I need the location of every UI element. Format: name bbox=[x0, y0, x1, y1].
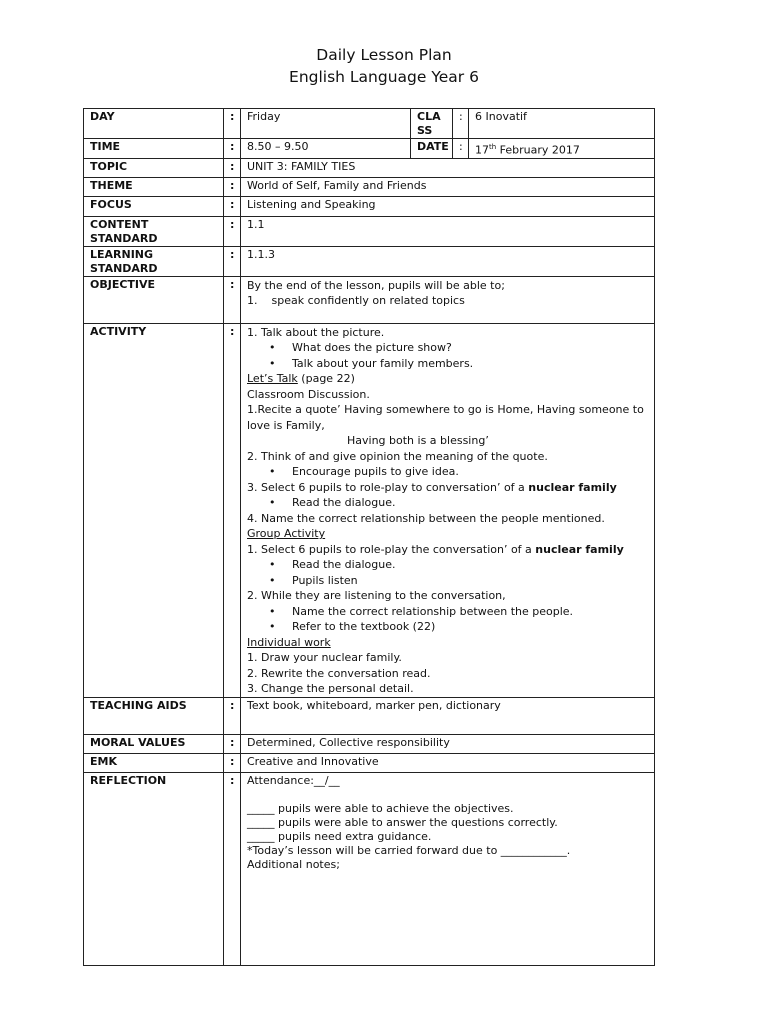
colon: : bbox=[224, 177, 241, 196]
colon: : bbox=[224, 216, 241, 246]
additional-notes: Additional notes; bbox=[247, 857, 340, 871]
row-content-standard bbox=[84, 216, 655, 246]
colon: : bbox=[224, 323, 241, 697]
topic-value: UNIT 3: FAMILY TIES bbox=[241, 158, 655, 177]
colon: : bbox=[224, 276, 241, 323]
group-activity-heading: Group Activity bbox=[247, 527, 326, 541]
page-subtitle: English Language Year 6 bbox=[289, 68, 479, 86]
date-label: DATE bbox=[411, 139, 453, 159]
bullet-item: • Name the correct relationship between the people. bbox=[247, 604, 648, 620]
colon: : bbox=[453, 139, 469, 159]
row-moral-values bbox=[84, 734, 655, 753]
objective-label: OBJECTIVE bbox=[84, 276, 224, 323]
activity-line: 3. Change the personal detail. bbox=[247, 682, 414, 696]
theme-value: World of Self, Family and Friends bbox=[241, 177, 655, 196]
colon: : bbox=[224, 139, 241, 159]
bullet-item: • Pupils listen bbox=[247, 573, 648, 589]
lets-talk-heading: Let’s Talk bbox=[247, 372, 298, 386]
colon: : bbox=[224, 158, 241, 177]
day-value: Friday bbox=[241, 109, 411, 139]
bullet-item: • What does the picture show? bbox=[247, 340, 648, 356]
moral-values-value: Determined, Collective responsibility bbox=[241, 734, 655, 753]
row-day bbox=[84, 109, 655, 139]
emk-label: EMK bbox=[84, 753, 224, 772]
individual-work-heading: Individual work bbox=[247, 635, 331, 649]
activity-line: 2. While they are listening to the conversation, bbox=[247, 589, 506, 603]
emk-value: Creative and Innovative bbox=[241, 753, 655, 772]
activity-line: 1. Select 6 pupils to role-play the conversation’ of a nuclear family bbox=[247, 542, 624, 556]
reflection-line: _____ pupils were able to achieve the objectives. bbox=[247, 801, 514, 815]
objective-intro: By the end of the lesson, pupils will be able to; bbox=[247, 278, 505, 292]
moral-values-label: MORAL VALUES bbox=[84, 734, 224, 753]
colon: : bbox=[453, 109, 469, 139]
activity-line: 1. Draw your nuclear family. bbox=[247, 651, 402, 665]
colon: : bbox=[224, 697, 241, 734]
activity-line: 1. Talk about the picture. bbox=[247, 325, 385, 339]
row-learning-standard bbox=[84, 246, 655, 276]
bullet-item: • Refer to the textbook (22) bbox=[247, 619, 648, 635]
activity-line: 3. Select 6 pupils to role-play to conversation’ of a nuclear family bbox=[247, 480, 617, 494]
bullet-item: • Talk about your family members. bbox=[247, 356, 648, 372]
day-label: DAY bbox=[84, 109, 224, 139]
reflection-line: *Today’s lesson will be carried forward due to ____________. bbox=[247, 843, 571, 857]
theme-label: THEME bbox=[84, 177, 224, 196]
colon: : bbox=[224, 196, 241, 216]
reflection-line: _____ pupils need extra guidance. bbox=[247, 829, 432, 843]
colon: : bbox=[224, 772, 241, 965]
lesson-plan-table bbox=[83, 108, 655, 966]
focus-label: FOCUS bbox=[84, 196, 224, 216]
activity-value bbox=[241, 323, 655, 697]
reflection-line: _____ pupils were able to answer the questions correctly. bbox=[247, 815, 558, 829]
learning-standard-label: LEARNING STANDARD bbox=[84, 246, 224, 276]
learning-standard-value: 1.1.3 bbox=[241, 246, 655, 276]
row-topic bbox=[84, 158, 655, 177]
time-label: TIME bbox=[84, 139, 224, 159]
teaching-aids-value: Text book, whiteboard, marker pen, dictionary bbox=[241, 697, 655, 734]
activity-label: ACTIVITY bbox=[84, 323, 224, 697]
reflection-value bbox=[241, 772, 655, 965]
objective-item: 1. speak confidently on related topics bbox=[247, 294, 465, 308]
activity-line: Classroom Discussion. bbox=[247, 387, 370, 401]
quote-line: Having both is a blessing’ bbox=[347, 434, 489, 448]
row-theme bbox=[84, 177, 655, 196]
reflection-label: REFLECTION bbox=[84, 772, 224, 965]
class-value: 6 Inovatif bbox=[469, 109, 655, 139]
row-focus bbox=[84, 196, 655, 216]
colon: : bbox=[224, 246, 241, 276]
class-label: CLASS bbox=[411, 109, 453, 139]
colon: : bbox=[224, 753, 241, 772]
time-value: 8.50 – 9.50 bbox=[241, 139, 411, 159]
topic-label: TOPIC bbox=[84, 158, 224, 177]
row-time bbox=[84, 139, 655, 159]
bullet-item: • Read the dialogue. bbox=[247, 557, 648, 573]
date-value: 17th February 2017 bbox=[469, 139, 655, 159]
colon: : bbox=[224, 734, 241, 753]
activity-line: 2. Think of and give opinion the meaning of the quote. bbox=[247, 449, 548, 463]
bullet-item: • Encourage pupils to give idea. bbox=[247, 464, 648, 480]
content-standard-label: CONTENT STANDARD bbox=[84, 216, 224, 246]
attendance-field: Attendance:__/__ bbox=[247, 773, 340, 787]
row-emk bbox=[84, 753, 655, 772]
row-objective bbox=[84, 276, 655, 323]
row-teaching-aids bbox=[84, 697, 655, 734]
page-title: Daily Lesson Plan bbox=[316, 46, 452, 64]
quote-line: 1.Recite a quote’ Having somewhere to go is Home, Having someone to love is Family, bbox=[247, 403, 644, 432]
activity-line: 4. Name the correct relationship between the people mentioned. bbox=[247, 511, 605, 525]
colon: : bbox=[224, 109, 241, 139]
teaching-aids-label: TEACHING AIDS bbox=[84, 697, 224, 734]
lets-talk-line: Let’s Talk (page 22) bbox=[247, 372, 355, 386]
row-activity bbox=[84, 323, 655, 697]
content-standard-value: 1.1 bbox=[241, 216, 655, 246]
row-reflection bbox=[84, 772, 655, 965]
activity-line: 2. Rewrite the conversation read. bbox=[247, 666, 431, 680]
objective-value bbox=[241, 276, 655, 323]
focus-value: Listening and Speaking bbox=[241, 196, 655, 216]
bullet-item: • Read the dialogue. bbox=[247, 495, 648, 511]
